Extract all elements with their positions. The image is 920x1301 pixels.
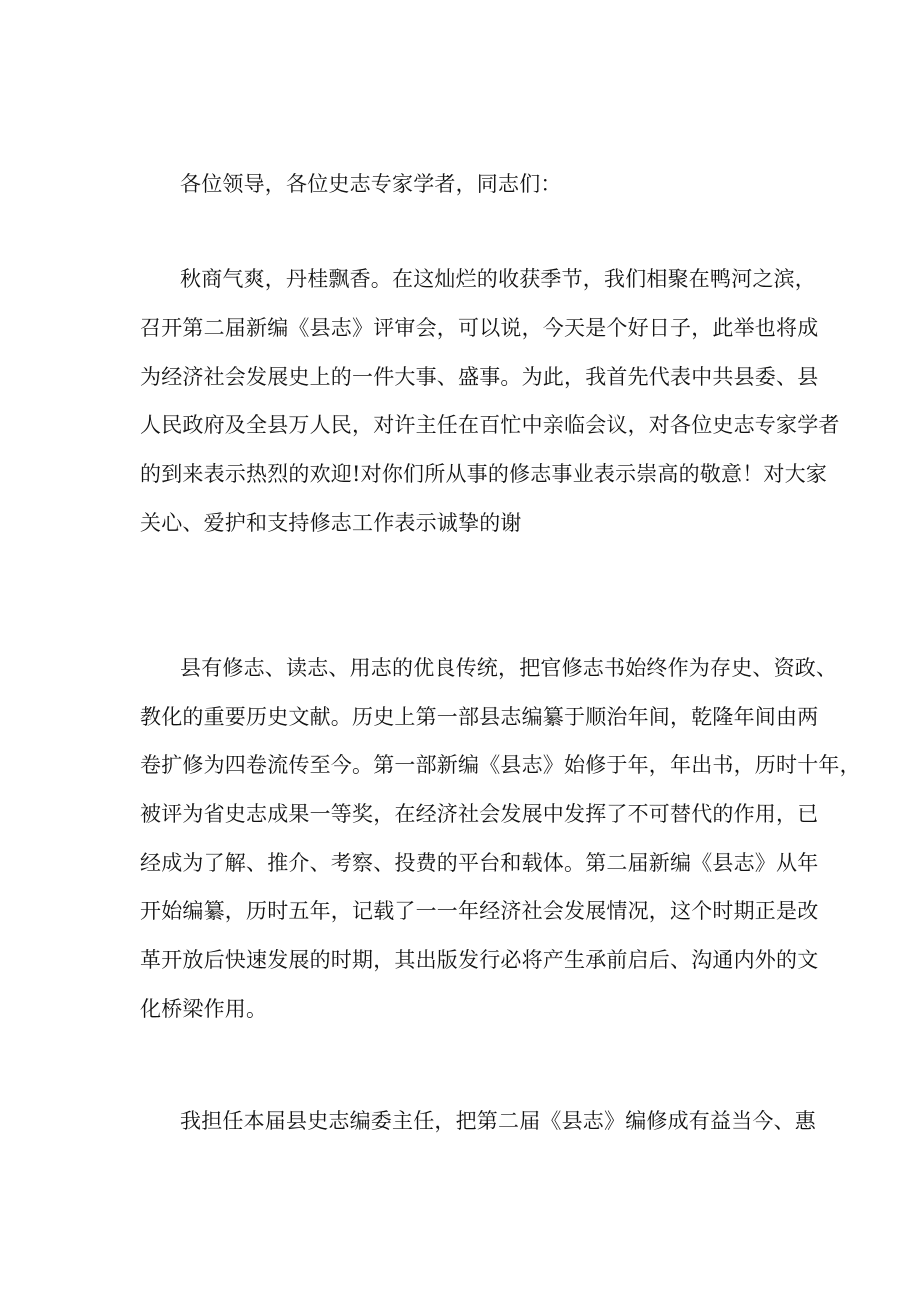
paragraph-2-line-3: 卷扩修为四卷流传至今。第一部新编《县志》始修于年，年出书，历时十年， — [140, 753, 861, 777]
paragraph-3-line-1: 我担任本届县史志编委主任，把第二届《县志》编修成有益当今、惠 — [180, 1109, 816, 1133]
paragraph-2-line-7: 革开放后快速发展的时期，其出版发行必将产生承前启后、沟通内外的文 — [140, 948, 819, 972]
paragraph-2-line-5: 经成为了解、推介、考察、投费的平台和载体。第二届新编《县志》从年 — [140, 851, 819, 875]
paragraph-2-line-4: 被评为省史志成果一等奖，在经济社会发展中发挥了不可替代的作用，已 — [140, 802, 819, 826]
paragraph-2-line-6: 开始编纂，历时五年，记载了一一年经济社会发展情况，这个时期正是改 — [140, 899, 819, 923]
paragraph-2-line-2: 教化的重要历史文献。历史上第一部县志编纂于顺治年间，乾隆年间由两 — [140, 705, 819, 729]
salutation: 各位领导，各位史志专家学者，同志们： — [180, 172, 562, 196]
paragraph-2-line-1: 县有修志、读志、用志的优良传统，把官修志书始终作为存史、资政、 — [180, 656, 838, 680]
paragraph-1-line-5: 的到来表示热烈的欢迎!对你们所从事的修志事业表示崇高的敬意！对大家 — [140, 462, 828, 486]
paragraph-1-line-6: 关心、爱护和支持修志工作表示诚挚的谢 — [140, 511, 522, 535]
paragraph-2-line-8: 化桥梁作用。 — [140, 997, 268, 1021]
paragraph-1-line-4: 人民政府及全县万人民，对许主任在百忙中亲临会议，对各位史志专家学者 — [140, 413, 840, 437]
paragraph-1-line-2: 召开第二届新编《县志》评审会，可以说，今天是个好日子，此举也将成 — [140, 316, 819, 340]
paragraph-1-line-3: 为经济社会发展史上的一件大事、盛事。为此，我首先代表中共县委、县 — [140, 365, 819, 389]
paragraph-1-line-1: 秋商气爽，丹桂飘香。在这灿烂的收获季节，我们相聚在鸭河之滨， — [180, 267, 816, 291]
